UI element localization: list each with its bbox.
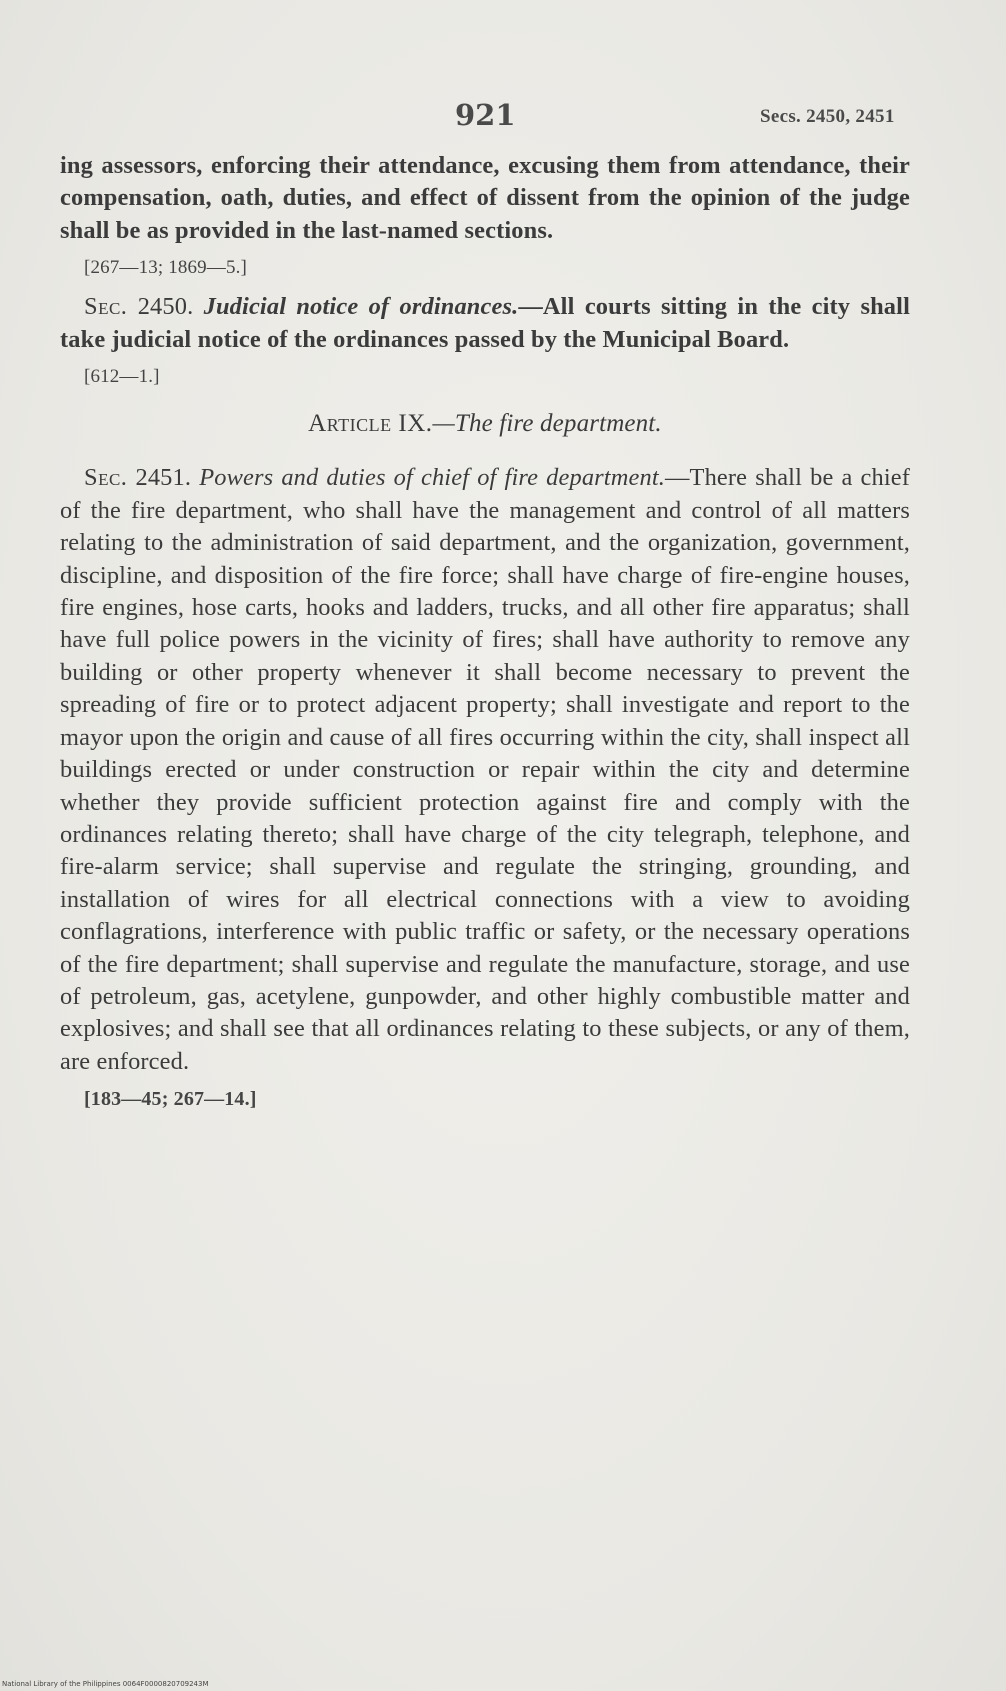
section-number: 2451.: [135, 464, 192, 492]
article-heading: [60, 408, 910, 440]
continuation-paragraph: ing assessors, enforcing their attendance, excusing them from attendance, their compensation, oath, duties, and effect of dissent from the opinion of the judge shall be as provided in the last-named sections.: [60, 152, 910, 244]
section-body: —All courts sitting in the city shall take judicial notice of the ordinances passed by the Municipal Board.: [60, 293, 910, 353]
citation-continuation: [267—13; 1869—5.]: [84, 257, 247, 279]
section-label: Sec.: [84, 293, 128, 321]
running-head: Secs. 2450, 2451: [760, 106, 895, 127]
library-footer: National Library of the Philippines 0064F0000820709243M: [2, 1680, 209, 1688]
citation-2451: [183—45; 267—14.]: [84, 1088, 257, 1111]
article-label: Article IX.: [308, 410, 433, 438]
section-title: Powers and duties of chief of fire department.: [199, 464, 665, 492]
section-2451: [60, 462, 910, 1078]
page-header: [0, 98, 1006, 138]
section-2450: [60, 291, 910, 356]
article-title: —The fire department.: [432, 410, 662, 438]
page-number: 921: [455, 98, 516, 132]
section-number: 2450.: [137, 293, 194, 321]
section-title: Judicial notice of ordinances.: [203, 293, 519, 321]
citation-2450: [612—1.]: [84, 366, 160, 388]
section-label: Sec.: [84, 464, 128, 492]
section-body: —There shall be a chief of the fire department, who shall have the management and control of all matters relating to the administration of said department, and the organization, government, discipline, and disposition of the fire force; shall have charge of fire-engine houses, fire engines, hose carts, hooks and ladders, trucks, and all other fire apparatus; shall have full police powers in the vicinity of fires; shall have authority to remove any building or other property whenever it shall become necessary to prevent the spreading of fire or to protect adjacent property; shall investigate and report to the mayor upon the origin and cause of all fires occurring within the city, shall inspect all buildings erected or under construction or repair within the city and determine whether they provide sufficient protection against fire and comply with the ordinances relating thereto; shall have charge of the city telegraph, telephone, and fire-alarm service; shall supervise and regulate the stringing, grounding, and installation of wires for all electrical connections with a view to avoiding conflagrations, interference with public traffic or safety, or the necessary operations of the fire department; shall supervise and regulate the manufacture, storage, and use of petroleum, gas, acetylene, gunpowder, and other highly combustible matter and explosives; and shall see that all ordinances relating to these subjects, or any of them, are enforced.: [60, 464, 911, 1075]
page-content: [60, 150, 910, 1122]
